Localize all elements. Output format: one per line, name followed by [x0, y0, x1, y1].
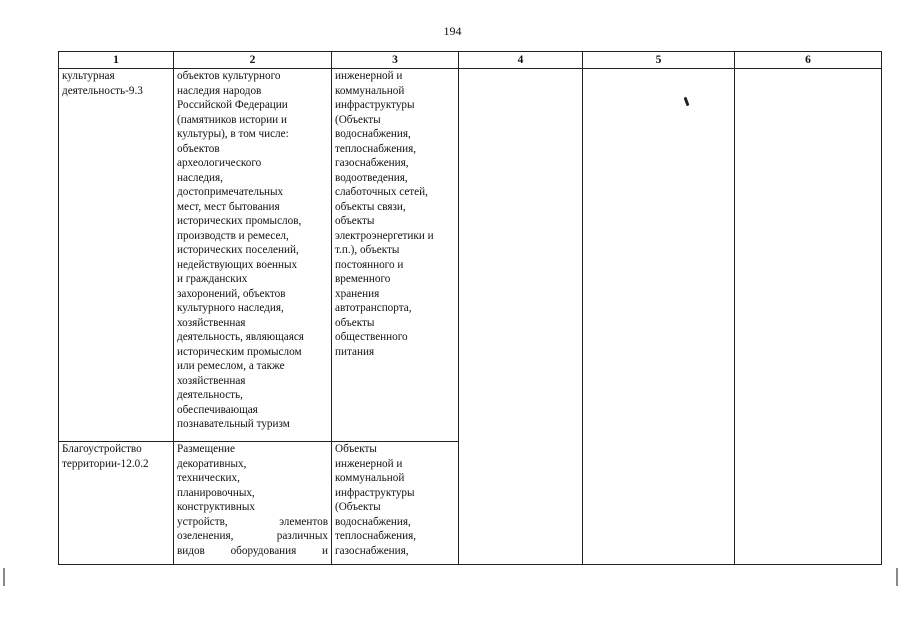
cell-text-line: или ремеслом, а также [177, 360, 285, 372]
cell-text-line: устройств, элементов [177, 515, 328, 528]
row1-col1-cell [59, 69, 174, 442]
cell-text-line: обеспечивающая [177, 403, 258, 416]
cell-text-line: (памятников истории и [177, 113, 287, 126]
column-header-4: 4 [459, 52, 583, 69]
cell-text-line: временного [335, 273, 391, 285]
cell-text-line: газоснабжения, [335, 157, 409, 169]
cell-text-line: культуры), в том числе: [177, 128, 289, 140]
cell-text-line: хранения [335, 287, 380, 300]
cell-text-line: электроэнергетики и [335, 229, 434, 242]
cell-text-line: коммунальной [335, 84, 405, 97]
cell-text-line: наследия, [177, 171, 223, 184]
cell-text-line: видов оборудования и [177, 544, 328, 557]
row2-col2-cell [174, 442, 332, 565]
cell-text-line: культурного наследия, [177, 302, 284, 314]
cell-text-line: теплоснабжения, [335, 530, 417, 542]
cell-text-line: достопримечательных [177, 186, 284, 198]
row1-col1-text: культурная деятельность-9.3 [62, 70, 143, 97]
row2-col3-text [335, 442, 455, 558]
cell-text-line: объекты связи, [335, 200, 406, 213]
cell-text-line: объектов культурного [177, 70, 281, 82]
cell-text-line: недействующих военных [177, 258, 298, 271]
cell-text-line: автотранспорта, [335, 302, 412, 314]
scan-edge-right [896, 568, 898, 586]
page-number: 194 [443, 24, 462, 38]
column-header-6: 6 [735, 52, 882, 69]
scan-edge-left [3, 568, 5, 586]
cell-text-line: деятельность, являющаяся [177, 331, 304, 343]
cell-text-line: хозяйственная [177, 374, 246, 387]
cell-text-line: конструктивных [177, 501, 256, 513]
land-use-table [58, 51, 882, 565]
cell-text-line: теплоснабжения, [335, 142, 417, 155]
scan-speck [684, 97, 690, 106]
cell-text-line: водоснабжения, [335, 128, 411, 140]
cell-text-line: объекты [335, 316, 375, 329]
cell-text-line: общественного [335, 331, 408, 343]
cell-text-line: декоративных, [177, 457, 247, 470]
row2-col3-cell [332, 442, 459, 565]
table-header-row [59, 52, 882, 69]
cell-text-line: и гражданских [177, 273, 248, 285]
cell-text-line: инфраструктуры [335, 99, 415, 111]
cell-text-line: водоотведения, [335, 171, 408, 184]
row1-col2-text [177, 69, 328, 432]
table-row [59, 69, 882, 442]
cell-text-line: (Объекты [335, 501, 381, 513]
cell-text-line: наследия народов [177, 84, 262, 97]
cell-text-line: мест, мест бытования [177, 200, 280, 213]
row2-col1-text: Благоустройство территории-12.0.2 [62, 443, 149, 470]
cell-text-line: слаботочных сетей, [335, 186, 428, 198]
cell-text-line: газоснабжения, [335, 544, 409, 557]
cell-text-line: планировочных, [177, 486, 255, 499]
cell-text-line: Размещение [177, 443, 236, 455]
cell-text-line: т.п.), объекты [335, 244, 400, 256]
row1-col6-cell [735, 69, 882, 565]
cell-text-line: захоронений, объектов [177, 287, 286, 300]
cell-text-line: исторических промыслов, [177, 215, 302, 227]
cell-text-line: производств и ремесел, [177, 229, 289, 242]
cell-text-line: познавательный туризм [177, 418, 290, 430]
row1-col3-text [335, 69, 455, 359]
cell-text-line: коммунальной [335, 472, 405, 484]
cell-text-line: постоянного и [335, 258, 404, 271]
cell-text-line: технических, [177, 472, 240, 484]
column-header-3: 3 [332, 52, 459, 69]
row1-col3-cell [332, 69, 459, 442]
cell-text-line: объектов [177, 142, 220, 155]
cell-text-line: водоснабжения, [335, 515, 411, 528]
row2-col1-cell [59, 442, 174, 565]
cell-text-line: питания [335, 345, 375, 358]
row2-col2-text [177, 442, 328, 558]
row1-col2-cell [174, 69, 332, 442]
cell-text-line: хозяйственная [177, 316, 246, 329]
column-header-2: 2 [174, 52, 332, 69]
cell-text-line: историческим промыслом [177, 345, 302, 358]
cell-text-line: Российской Федерации [177, 99, 288, 111]
cell-text-line: инфраструктуры [335, 486, 415, 499]
cell-text-line: (Объекты [335, 113, 381, 126]
cell-text-line: исторических поселений, [177, 244, 299, 256]
cell-text-line: объекты [335, 215, 375, 227]
cell-text-line: Объекты [335, 443, 377, 455]
cell-text-line: археологического [177, 157, 262, 169]
row1-col5-cell [583, 69, 735, 565]
column-header-1: 1 [59, 52, 174, 69]
cell-text-line: озеленения, различных [177, 530, 328, 542]
row1-col4-cell [459, 69, 583, 565]
cell-text-line: инженерной и [335, 70, 403, 82]
cell-text-line: деятельность, [177, 389, 243, 401]
cell-text-line: инженерной и [335, 457, 403, 470]
column-header-5: 5 [583, 52, 735, 69]
